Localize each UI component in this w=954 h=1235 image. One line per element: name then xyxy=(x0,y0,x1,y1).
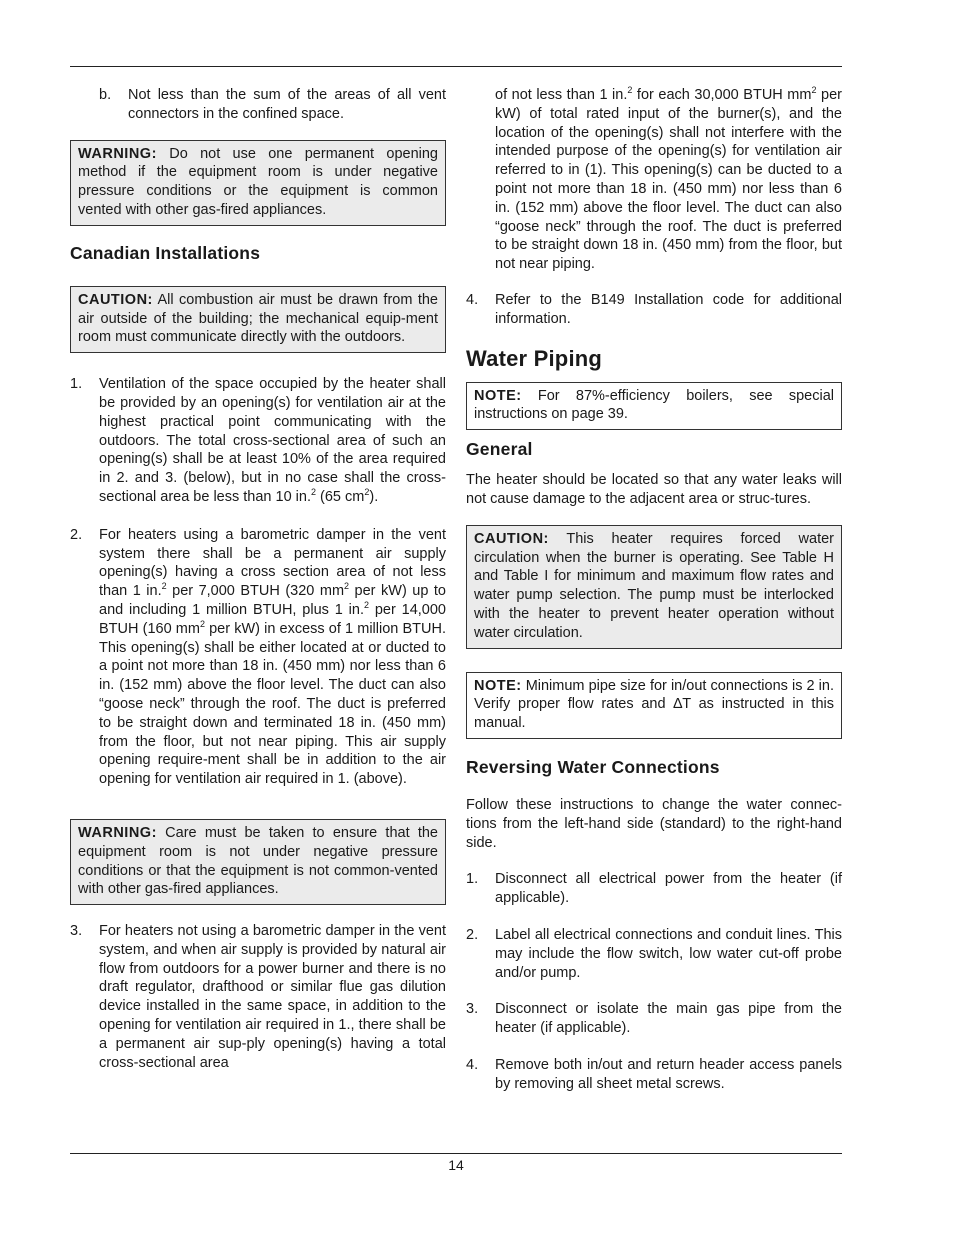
caution-label: CAUTION: xyxy=(474,530,549,547)
caution-text: This heater requires forced water circulation when the burner is operating. See Table H and Table I for minimum and maximum flow rates and water pump selection. The pump must be interlocked with the heater to prevent heater operation without water circulation. xyxy=(474,530,834,641)
warning-text: Care must be taken to ensure that the equipment room is not under negative pressure conditions or that the equipment is not common-vented with other gas-fired appliances. xyxy=(78,824,438,898)
list-number: 1. xyxy=(466,871,479,888)
list-text: For heaters using a barometric damper in the vent system there shall be a permanent air supply opening(s) having a cross section area of not less than 1 in.$^2$ per 7,000 BTUH (320 $mm^2$ per kW) up to and including 1 million BTUH, plus 1 in.$^2$ per 14,000 BTUH (160 $mm^2$ per kW) in excess of 1 million BTUH. This opening(s) shall be either located at or ducted to a point not more than 18 in. (450 mm) nor less than 6 in. (152 mm) above the floor level. The duct can also “goose neck” through the roof. The duct is preferred to be straight down and terminated 18 in. (450 mm) from the floor, but not near piping. This air supply opening require-ment shall be in addition to the air opening for ventilation air required in 1. (above). xyxy=(99,526,446,788)
warning-box xyxy=(70,140,446,226)
warning-box xyxy=(70,819,446,905)
list-item-1 xyxy=(70,375,446,507)
general-paragraph: The heater should be located so that any water leaks will not cause damage to the adjacent area or struc-tures. xyxy=(466,472,842,507)
list-item-2 xyxy=(70,526,446,789)
list-text: For heaters not using a barometric damper in the vent system, and when air supply is provided by natural air flow from outdoors for a power burner and there is no draft regulator, drafthood or similar flue gas dilution device installed in the same space, in addition to the opening for ventilation air required in 1., there shall be a permanent air sup-ply opening(s) having a total cross-sectional area xyxy=(99,923,446,1071)
list-item-4 xyxy=(466,291,842,329)
step-item xyxy=(466,870,842,908)
caution-box xyxy=(466,525,842,649)
page-number: 14 xyxy=(448,1157,464,1173)
caution-text: All combustion air must be drawn from the air outside of the building; the mechanical equip-ment room must communicate directly with the outdoors. xyxy=(78,291,438,346)
list-text: Disconnect all electrical power from the heater (if applicable). xyxy=(495,871,842,907)
warning-text: Do not use one permanent opening method if the equipment room is under negative pressure conditions or the equipment is common vented with other gas-fired appliances. xyxy=(78,145,438,218)
list-number: 4. xyxy=(466,1056,479,1073)
section-heading-reversing: Reversing Water Connections xyxy=(466,756,720,777)
reversing-paragraph: Follow these instructions to change the water connec-tions from the left-hand side (standard) to the right-hand side. xyxy=(466,796,842,851)
top-rule xyxy=(70,66,842,67)
step-item xyxy=(466,1056,842,1094)
bottom-rule xyxy=(70,1153,842,1154)
warning-label: WARNING: xyxy=(78,145,157,162)
note-text: For 87%-efficiency boilers, see special instructions on page 39. xyxy=(474,387,834,423)
caution-label: CAUTION: xyxy=(78,291,153,308)
list-text: Label all electrical connections and conduit lines. This may include the flow switch, low water cut-off probe and/or pump. xyxy=(495,926,842,981)
list-number: 2. xyxy=(466,926,479,943)
note-text: Minimum pipe size for in/out connections is 2 in. Verify proper flow rates and ∆T as instructed in this manual. xyxy=(474,677,834,732)
list-number: b. xyxy=(99,87,112,103)
list-text: of not less than 1 in.$^2$ for each 30,000 BTUH $mm^2$ per kW) of total rated input of the burner(s), and the location of the opening(s) shall not interfere with the intended purpose of the opening(s) for ventilation air referred to in (1). This opening(s) can be ducted to a point not more than 18 in. (450 mm) nor less than 6 in. (152 mm) above the floor level. The duct can also “goose neck” through the roof. The duct is preferred to be straight down 18 in. (450 mm) from the floor, but not near piping. xyxy=(495,85,842,273)
list-item-b xyxy=(70,86,446,124)
right-column xyxy=(466,86,842,1093)
list-number: 1. xyxy=(70,376,83,393)
list-item-3-continued xyxy=(466,86,842,274)
section-heading-canadian: Canadian Installations xyxy=(70,242,261,263)
note-box xyxy=(466,382,842,431)
note-label: NOTE: xyxy=(474,677,522,694)
section-heading-water-piping: Water Piping xyxy=(466,345,603,371)
list-number: 3. xyxy=(466,1001,479,1018)
note-label: NOTE: xyxy=(474,387,522,404)
list-number: 2. xyxy=(70,526,83,543)
list-number: 3. xyxy=(70,923,83,940)
list-text: Not less than the sum of the areas of all vent connectors in the confined space. xyxy=(128,87,446,122)
left-column xyxy=(70,86,446,1072)
section-heading-general: General xyxy=(466,439,533,460)
list-text: Ventilation of the space occupied by the heater shall be provided by an opening(s) for ventilation air at the highest practical point communicating with the outdoors. The total cross-sectional area of such an opening(s) shall be at least 10% of the area required in 2. and 3. (below), but in no case shall the cross-sectional area be less than 10 in.$^2$ (65 $cm^2$). xyxy=(99,376,446,505)
list-number: 4. xyxy=(466,291,479,308)
list-item-3 xyxy=(70,922,446,1072)
list-text: Disconnect or isolate the main gas pipe from the heater (if applicable). xyxy=(495,1001,842,1037)
caution-box xyxy=(70,286,446,353)
step-item xyxy=(466,1000,842,1038)
list-text: Remove both in/out and return header access panels by removing all sheet metal screws. xyxy=(495,1056,842,1092)
list-text: Refer to the B149 Installation code for additional information. xyxy=(495,291,842,327)
note-box xyxy=(466,672,842,739)
warning-label: WARNING: xyxy=(78,824,157,841)
step-item xyxy=(466,926,842,982)
